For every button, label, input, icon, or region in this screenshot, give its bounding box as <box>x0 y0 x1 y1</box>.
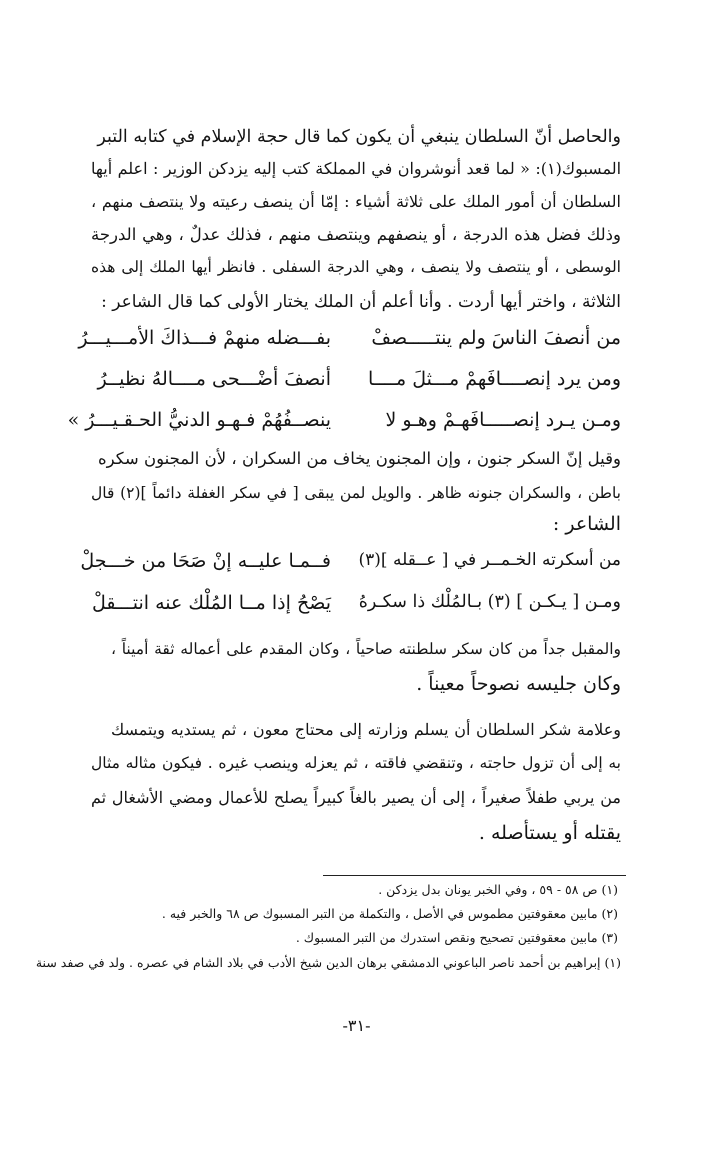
poem-1-verse-2-second: أنصفَ أضْـــحى مــــالهُ نظيــرُ <box>97 368 331 390</box>
poem-2-verse-2-first: ومـن [ يـكـن ] (٣) بـالمُلْك ذا سكـرهُ <box>358 592 621 612</box>
paragraph-4-line-2: به إلى أن تزول حاجته ، وتنقضي فاقته ، ثم يعزله وينصب غيره . فيكون مثاله مثال <box>91 754 621 772</box>
poem-1-verse-3-first: ومـن يـرد إنصـــــافَهـمْ وهـو لا <box>385 409 621 431</box>
paragraph-1-line-3: السلطان أن أمور الملك على ثلاثة أشياء : إمّا أن ينصف رعيته ولا ينتصف منهم ، <box>91 192 621 211</box>
footnote-1: (١) ص ٥٨ - ٥٩ ، وفي الخبر يونان بدل يزدكن . <box>378 882 618 897</box>
paragraph-1-line-6: الثلاثة ، واختر أيها أردت . وأنا أعلم أن الملك يختار الأولى كما قال الشاعر : <box>101 292 621 312</box>
paragraph-4-line-4: يقتله أو يستأصله . <box>478 822 621 844</box>
paragraph-2-line-1: وقيل إنّ السكر جنون ، وإن المجنون يخاف من السكران ، لأن المجنون سكره <box>98 449 621 468</box>
footnote-3: (٣) مابين معقوفتين تصحيح ونقص استدرك من التبر المسبوك . <box>295 930 618 945</box>
poem-2-verse-2-second: يَصْحُ إذا مــا المُلْك عنه انتـــقلْ <box>92 592 331 614</box>
paragraph-2-line-3: الشاعر : <box>552 513 621 535</box>
poem-2-verse-1-first: من أسكرته الخـمــر في [ عــقله ](٣) <box>358 550 621 570</box>
poem-1-verse-3-second: ينصــفُهُمْ فـهـو الدنيُّ الحـقـيـــرُ » <box>67 409 331 431</box>
page-number: -٣١- <box>342 1016 371 1035</box>
footnote-2: (٢) مابين معقوفتين مطموس في الأصل ، والتكملة من التبر المسبوك ص ٦٨ والخبر فيه . <box>161 906 618 921</box>
footnote-separator <box>323 875 626 876</box>
poem-1-verse-1-second: بفـــضله منهمْ فـــذاكَ الأمـــيـــرُ <box>78 327 331 349</box>
paragraph-2-line-2: باطن ، والسكران جنونه ظاهر . والويل لمن يبقى [ في سكر الغفلة دائماً ](٢) قال <box>91 484 621 502</box>
paragraph-4-line-1: وعلامة شكر السلطان أن يسلم وزارته إلى محتاج معون ، ثم يستديه ويتمسك <box>111 720 621 739</box>
footnote-4: (١) إبراهيم بن أحمد ناصر الباعوني الدمشقي برهان الدين شيخ الأدب في بلاد الشام في عصره . ولد في صفد سنة <box>35 955 621 970</box>
paragraph-1-line-1: والحاصل أنّ السلطان ينبغي أن يكون كما قال حجة الإسلام في كتابه التبر <box>97 127 621 147</box>
paragraph-3-line-1: والمقبل جداً من كان سكر سلطنته صاحياً ، وكان المقدم على أعماله ثقة أميناً ، <box>111 640 621 658</box>
paragraph-3-line-2: وكان جليسه نصوحاً معيناً . <box>416 673 621 695</box>
paragraph-1-line-2: المسبوك(١): « لما قعد أنوشروان في المملكة كتب إليه يزدكن الوزير : اعلم أيها <box>91 159 622 178</box>
paragraph-4-line-3: من يربي طفلاً صغيراً ، إلى أن يصير بالغاً كبيراً يصلح للأعمال ومضي الأشغال ثم <box>91 788 621 807</box>
poem-2-verse-1-second: فــمـا عليــه إنْ صَحَا من خـــجلْ <box>80 550 331 572</box>
poem-1-verse-2-first: ومن يرد إنصــــافَهمْ مـــثلَ مــــا <box>367 368 621 390</box>
poem-1-verse-1-first: من أنصفَ الناسَ ولم ينتـــــصفْ <box>371 327 621 349</box>
paragraph-1-line-4: وذلك فضل هذه الدرجة ، أو ينصفهم وينتصف منهم ، فذلك عدلٌ ، وهي الدرجة <box>91 225 621 244</box>
paragraph-1-line-5: الوسطى ، أو ينتصف ولا ينصف ، وهي الدرجة السفلى . فانظر أيها الملك إلى هذه <box>91 258 621 276</box>
